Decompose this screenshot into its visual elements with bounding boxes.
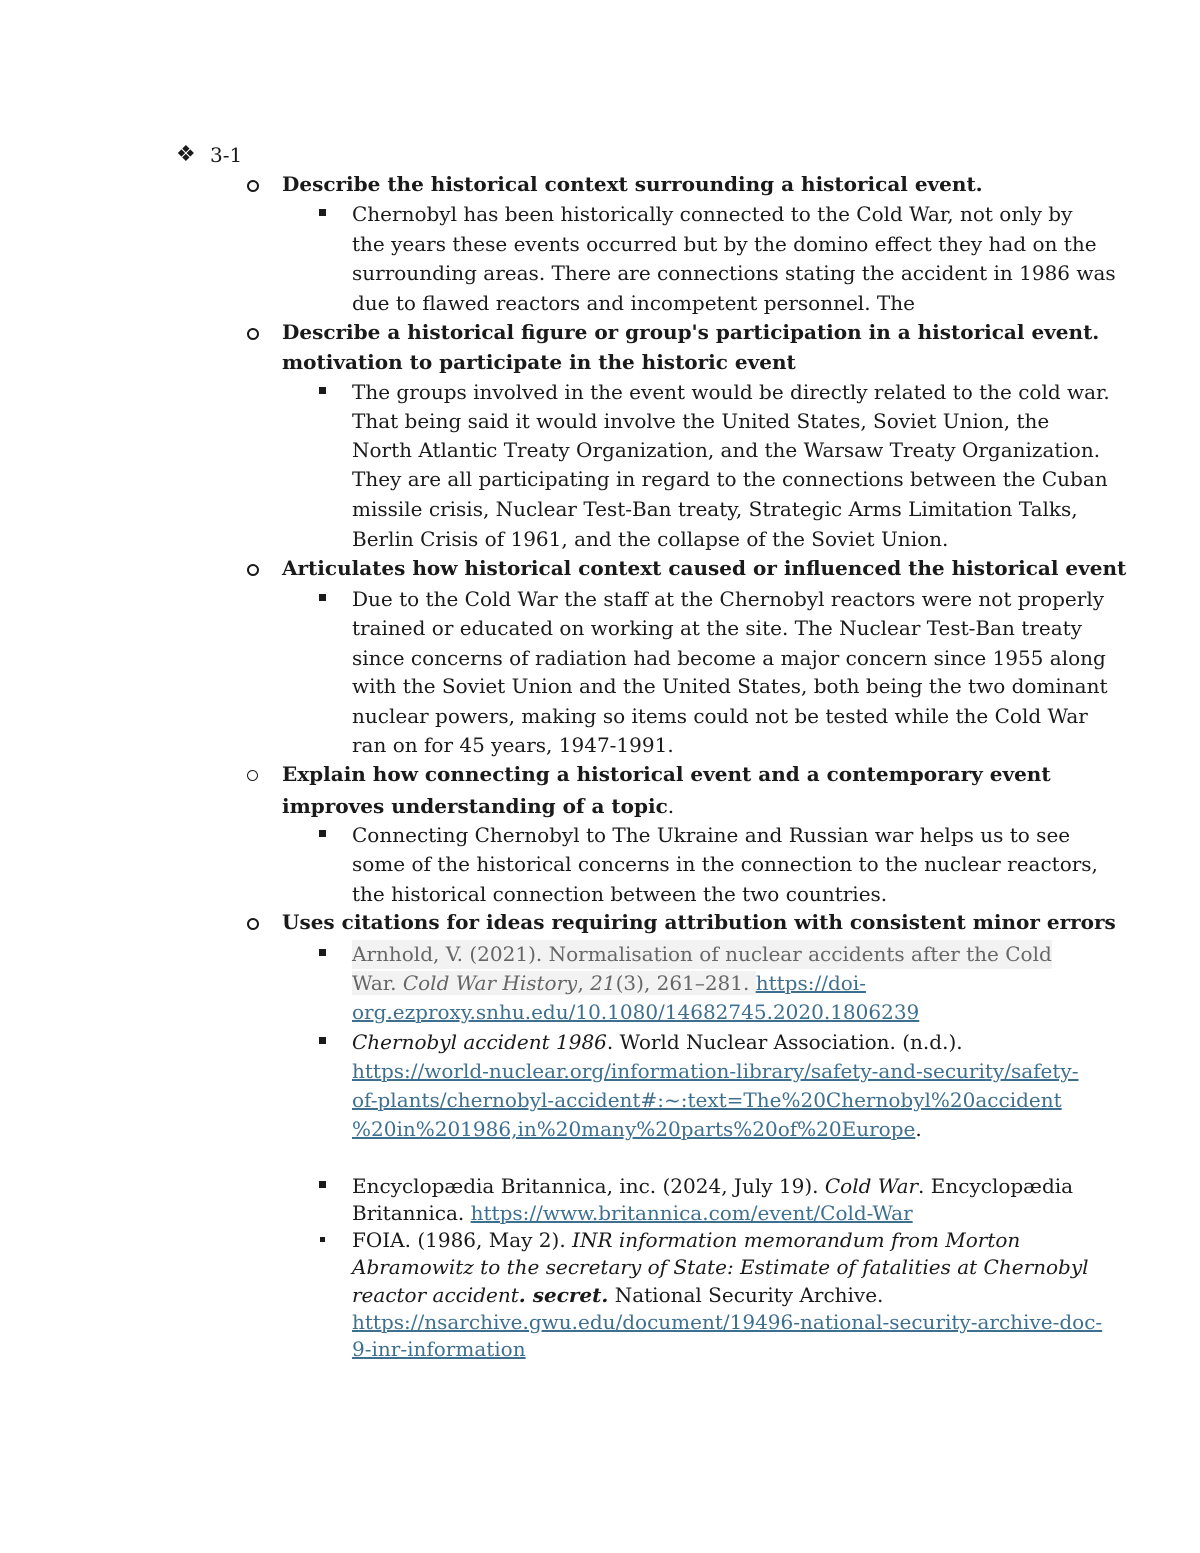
s3-text-line: Due to the Cold War the staff at the Chernobyl reactors were not properly [352,587,1105,611]
citation-4-publisher: National Security Archive. [608,1283,884,1307]
square-bullet-icon [319,1181,326,1188]
citation-3-link[interactable]: https://www.britannica.com/event/Cold-War [470,1201,913,1225]
s1-text-line: surrounding areas. There are connections stating the accident in 1986 was [352,261,1116,285]
s4-title-line: Explain how connecting a historical event and a contemporary event [282,762,1051,786]
diamond-bullet-icon: ❖ [176,142,196,167]
citation-4-line-3 [352,1281,883,1310]
citation-2-period: . [915,1117,922,1141]
citation-3-line-2 [352,1199,913,1228]
circle-bullet-icon [247,770,258,781]
s5-title: Uses citations for ideas requiring attribution with consistent minor errors [282,910,1116,934]
square-bullet-icon [319,830,326,837]
citation-4-line-5 [352,1335,526,1364]
citation-4-line-4 [352,1308,1102,1337]
s2-title-line: Describe a historical figure or group's participation in a historical event. [282,320,1100,344]
square-bullet-icon [319,594,326,601]
s2-text-line: North Atlantic Treaty Organization, and the Warsaw Treaty Organization. [352,438,1101,462]
s4-text-line: some of the historical concerns in the connection to the nuclear reactors, [352,852,1098,876]
citation-2-line-4 [352,1115,922,1144]
citation-1-link-part-1[interactable]: https://doi- [755,971,866,995]
citation-3-title: Cold War [824,1174,919,1198]
s1-title: Describe the historical context surrounding a historical event. [282,172,983,196]
citation-1-journal: Cold War History [402,971,578,995]
square-bullet-icon [319,209,326,216]
citation-1-comma: , [577,971,591,995]
square-bullet-icon [319,949,326,956]
citation-2-link-part-2[interactable]: of-plants/chernobyl-accident#:~:text=The%20Chernobyl%20accident [352,1088,1062,1112]
s2-text-line: missile crisis, Nuclear Test-Ban treaty, Strategic Arms Limitation Talks, [352,497,1078,521]
s4-title-period: . [667,794,675,818]
s3-text-line: ran on for 45 years, 1947-1991. [352,733,674,757]
s1-text-line: the years these events occurred but by the domino effect they had on the [352,232,1097,256]
s2-title-line: motivation to participate in the historic event [282,350,796,374]
citation-4-link-part-1[interactable]: https://nsarchive.gwu.edu/document/19496-national-security-archive-doc- [352,1310,1103,1334]
citation-4-title-part-3: reactor accident [352,1283,519,1307]
s1-text-line: due to flawed reactors and incompetent personnel. The [352,291,915,315]
s3-text-line: with the Soviet Union and the United States, both being the two dominant [352,674,1108,698]
s4-text-line: the historical connection between the two countries. [352,882,888,906]
citation-4-line-1 [352,1226,1020,1255]
s2-text-line: That being said it would involve the United States, Soviet Union, the [352,409,1050,433]
citation-2-link-part-1[interactable]: https://world-nuclear.org/information-library/safety-and-security/safety- [352,1059,1079,1083]
citation-3-author: Encyclopædia Britannica, inc. (2024, July 19). [352,1174,825,1198]
citation-2-line-3 [352,1086,1062,1115]
citation-1-line-2 [352,969,866,998]
citation-1-volume: 21 [590,971,616,995]
citation-2-title: Chernobyl accident 1986 [352,1030,607,1054]
citation-2-line-1 [352,1028,963,1057]
s4-title-text: improves understanding of a topic [282,794,668,818]
citation-4-title-part-2: Abramowitz to the secretary of State: Estimate of fatalities at Chernobyl [352,1255,1089,1279]
s4-text-line: Connecting Chernobyl to The Ukraine and Russian war helps us to see [352,823,1071,847]
small-square-bullet-icon [320,1237,325,1242]
citation-2-publisher: . World Nuclear Association. (n.d.). [606,1030,963,1054]
citation-4-author: FOIA. (1986, May 2). [352,1228,573,1252]
s4-title-line-2 [282,792,674,821]
s2-text-line: Berlin Crisis of 1961, and the collapse of the Soviet Union. [352,527,949,551]
s3-text-line: since concerns of radiation had become a major concern since 1955 along [352,646,1106,670]
circle-bullet-icon [247,180,259,192]
section-heading: 3-1 [210,143,243,167]
square-bullet-icon [319,1037,326,1044]
citation-1-war: War. [352,971,403,995]
s3-title: Articulates how historical context caused or influenced the historical event [282,556,1127,580]
s1-text-line: Chernobyl has been historically connected to the Cold War, not only by [352,202,1073,226]
s2-text-line: The groups involved in the event would be directly related to the cold war. [352,380,1110,404]
square-bullet-icon [319,387,326,394]
citation-4-classification: . secret. [518,1283,609,1307]
circle-bullet-icon [247,564,259,576]
s3-text-line: nuclear powers, making so items could not be tested while the Cold War [352,704,1088,728]
s3-text-line: trained or educated on working at the site. The Nuclear Test-Ban treaty [352,616,1082,640]
citation-3-publisher: . Encyclopædia [918,1174,1074,1198]
circle-bullet-icon [247,918,259,930]
citation-4-title-part-1: INR information memorandum from Morton [572,1228,1021,1252]
citation-3-line-1 [352,1172,1073,1201]
s2-text-line: They are all participating in regard to the connections between the Cuban [352,467,1108,491]
citation-1-line-1: Arnhold, V. (2021). Normalisation of nuclear accidents after the Cold [352,940,1052,969]
citation-2-line-2 [352,1057,1078,1086]
citation-1-pages: (3), 261–281. [615,971,756,995]
citation-3-publisher-end: Britannica. [352,1201,471,1225]
citation-4-link-part-2[interactable]: 9-inr-information [352,1337,526,1361]
circle-bullet-icon [247,328,259,340]
citation-1-line-3 [352,998,919,1027]
citation-2-link-part-3[interactable]: %20in%201986,in%20many%20parts%20of%20Europe [352,1117,916,1141]
citation-1-link-part-2[interactable]: org.ezproxy.snhu.edu/10.1080/14682745.2020.1806239 [352,1000,920,1024]
